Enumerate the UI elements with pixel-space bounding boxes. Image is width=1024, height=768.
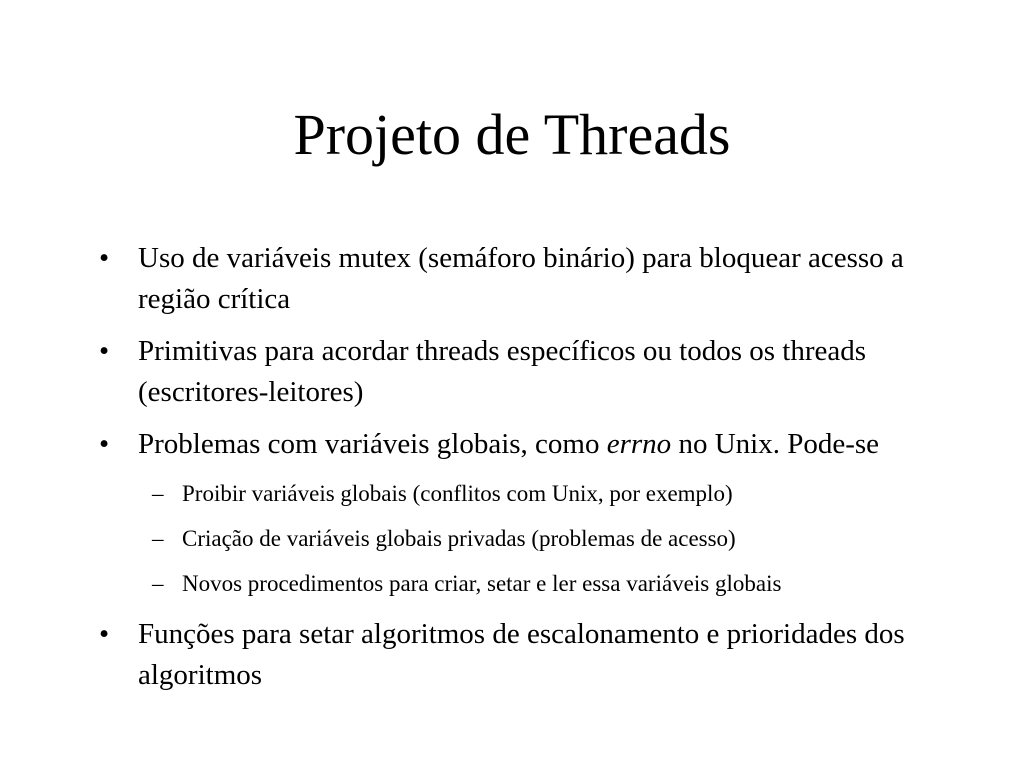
bullet-item: [0, 238, 1024, 320]
sub-item-text: Criação de variáveis globais privadas (problemas de acesso): [182, 526, 736, 551]
bullet-list: [0, 238, 1024, 696]
bullet-item: [0, 424, 1024, 465]
sub-item: [0, 478, 1024, 510]
bullet-item: [0, 614, 1024, 696]
bullet-marker: •: [99, 618, 110, 650]
sub-item-text: Novos procedimentos para criar, setar e ler essa variáveis globais: [182, 571, 782, 596]
bullet-text: Primitivas para acordar threads específicos ou todos os threads (escritores-leitores): [138, 335, 867, 408]
sub-list: [0, 478, 1024, 600]
bullet-marker: •: [99, 428, 110, 460]
sub-list-container: [0, 478, 1024, 600]
bullet-text: no Unix. Pode-se: [671, 428, 880, 460]
bullet-text: Funções para setar algoritmos de escalonamento e prioridades dos algoritmos: [138, 618, 905, 691]
slide-title: Projeto de Threads: [293, 102, 731, 167]
bullet-item: [0, 331, 1024, 413]
bullet-emphasis: errno: [606, 428, 672, 460]
sub-item: [0, 568, 1024, 600]
sub-marker: –: [152, 526, 164, 551]
sub-marker: –: [152, 571, 164, 596]
sub-item-text: Proibir variáveis globais (conflitos com Unix, por exemplo): [182, 481, 733, 506]
sub-marker: –: [152, 481, 164, 506]
bullet-marker: •: [99, 242, 110, 274]
bullet-text: Problemas com variáveis globais, como: [138, 428, 607, 460]
bullet-marker: •: [99, 335, 110, 367]
sub-item: [0, 523, 1024, 555]
bullet-text: Uso de variáveis mutex (semáforo binário) para bloquear acesso a região crítica: [138, 242, 904, 315]
